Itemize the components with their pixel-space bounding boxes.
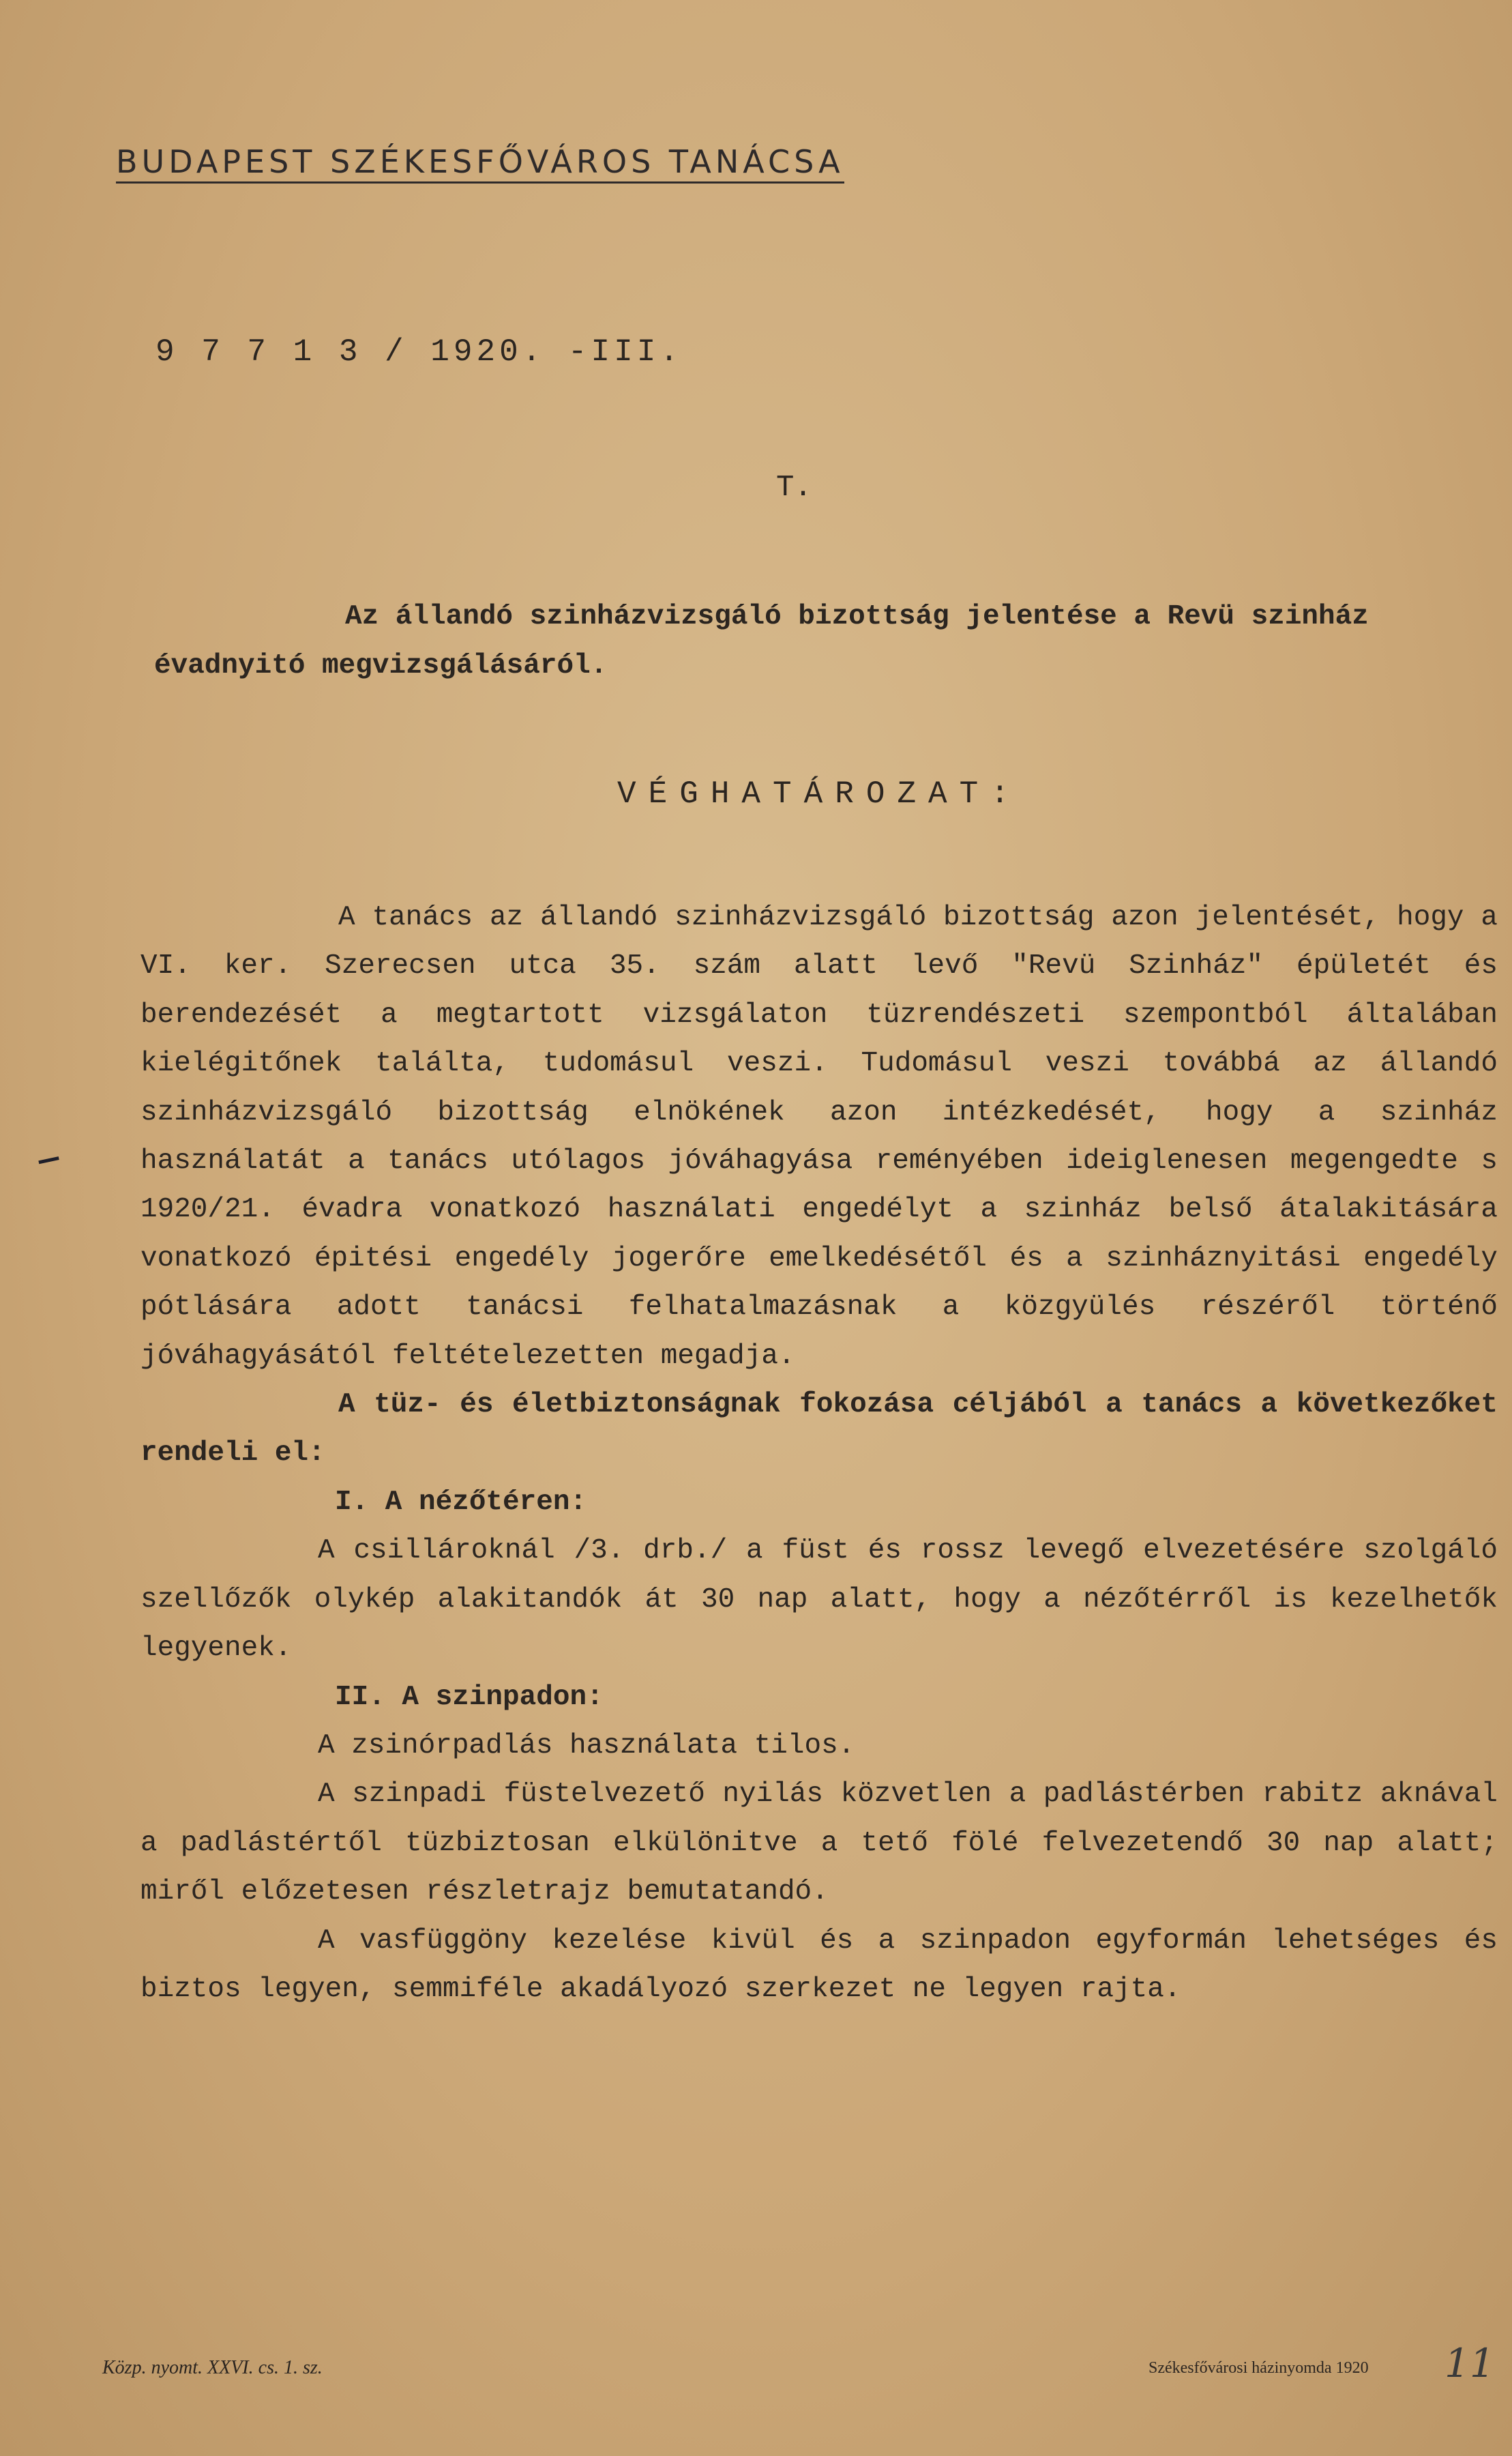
section-2-item-1: A zsinórpadlás használata tilos. (318, 1729, 855, 1761)
pencil-mark (38, 1156, 61, 1173)
t-mark: T. (776, 471, 812, 505)
footer-printer: Székesfővárosi házinyomda 1920 (1148, 2359, 1369, 2377)
paragraph-1: A tanács az állandó szinházvizsgáló bizottság azon jelentését, hogy a VI. ker. Szerecsen utca 35. szám alatt levő "Revü Szinház" épületét és berendezését a megtartott vizsgálaton tüzrendészeti szempontból általában kielégitőnek találta, tudomásul veszi. Tudomásul veszi továbbá az állandó szinházvizsgáló bizottság elnökének azon intézkedését, hogy a szinház használatát a tanács utólagos jóváhagyása reményében ideiglenesen megengedte s 1920/21. évadra vonatkozó használati engedélyt a szinház belső átalakitására vonatkozó épitési engedély jogerőre emelkedésétől és a szinháznyitási engedély pótlására adott tanácsi felhatalmazásnak a közgyülés részéről történő jóváhagyásától feltételezetten megadja. (140, 902, 1498, 1372)
section-1-heading: I. A nézőtéren: (335, 1486, 587, 1518)
footer-print-code: Közp. nyomt. XXVI. cs. 1. sz. (102, 2357, 323, 2378)
paragraph-2: A tüz- és életbiztonságnak fokozása céljából a tanács a következőket rendeli el: (140, 1389, 1498, 1470)
decision-title: VÉGHATÁROZAT: (617, 776, 1022, 812)
document-body (140, 894, 1498, 2014)
subject (154, 592, 1491, 690)
section-1-text: A csillároknál /3. drb./ a füst és rossz levegő elvezetésére szolgáló szellőzők olykép alakitandók át 30 nap alatt, hogy a nézőtérről is kezelhetők legyenek. (140, 1535, 1498, 1665)
registry-number: 9 7 7 1 3 / 1920. -III. (155, 334, 683, 370)
section-2-item-3: A vasfüggöny kezelése kivül és a szinpadon egyformán lehetséges és biztos legyen, semmiféle akadályozó szerkezet ne legyen rajta. (140, 1925, 1498, 2005)
subject-line-1: Az állandó szinházvizsgáló bizottság jelentése a Revü szinház (345, 601, 1369, 632)
folio-number: 11 (1444, 2340, 1495, 2386)
subject-line-2: évadnyitó megvizsgálásáról. (154, 650, 608, 682)
letterhead: BUDAPEST SZÉKESFŐVÁROS TANÁCSA (116, 143, 844, 184)
section-2-item-2: A szinpadi füstelvezető nyilás közvetlen a padlástérben rabitz aknával a padlástértől tüzbiztosan elkülönitve a tető fölé felvezetendő 30 nap alatt; miről előzetesen részletrajz bemutatandó. (140, 1779, 1498, 1908)
section-2-heading: II. A szinpadon: (335, 1681, 604, 1713)
